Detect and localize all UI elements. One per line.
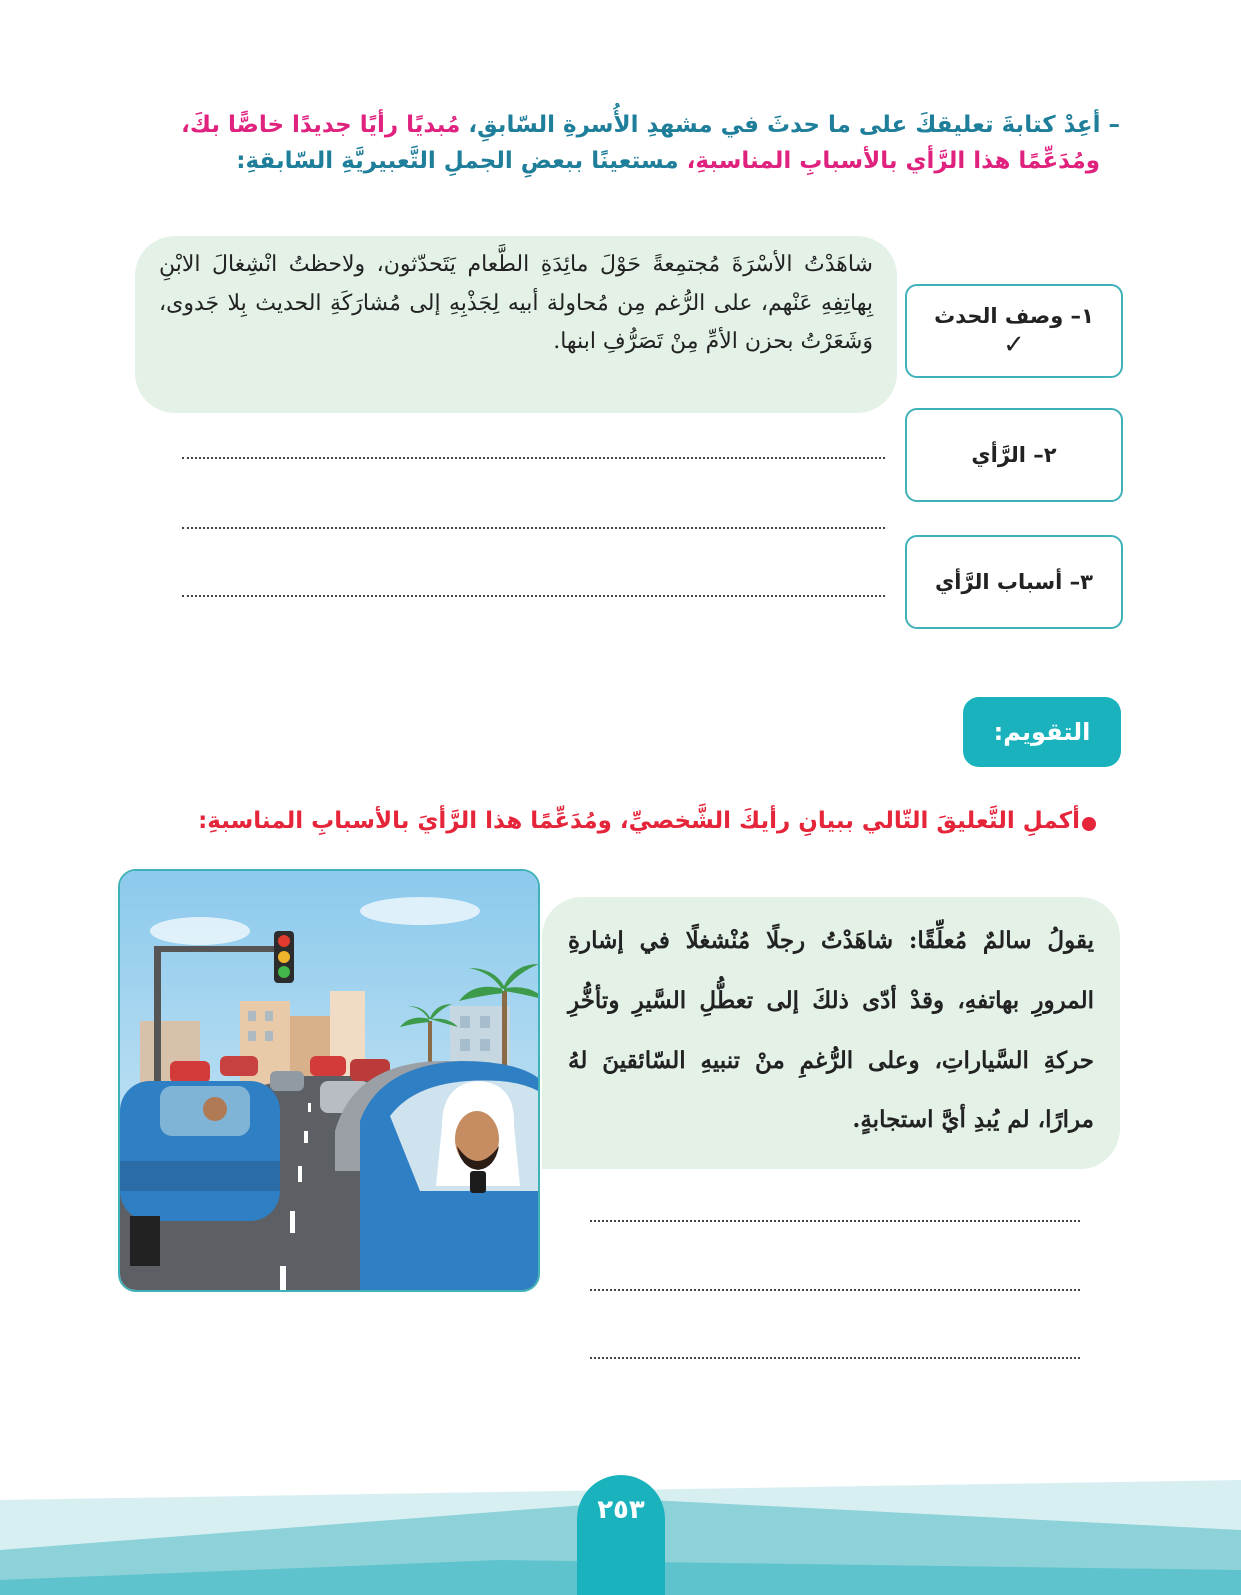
evaluation-header-text: التقويم: — [993, 718, 1091, 746]
quote-bubble — [542, 897, 1120, 1169]
opinion-answer-line[interactable] — [182, 527, 885, 529]
opinion-box — [905, 408, 1123, 502]
event-description-text: شاهَدْتُ الأسْرَةَ مُجتمِعةً حَوْلَ مائِدَةِ الطَّعام يَتَحدّثون، ولاحظتُ انْشِغالَ الابْنِ بِهاتِفِهِ عَنْهم، على الرُّغم مِن مُحاولة أبيه لِجَذْبِهِ إلى مُشارَكَةِ الحديث بِلا جَدوى، وَشَعَرْتُ بحزن الأمِّ مِنْ تَصَرُّفِ ابنها. — [159, 252, 873, 354]
reasons-answer-line[interactable] — [182, 595, 885, 597]
page-number — [577, 1475, 665, 1595]
opinion-answer-line[interactable] — [182, 457, 885, 459]
instruction-line-1 — [140, 108, 1120, 144]
instruction-line-2a: ومُدَعِّمًا هذا الرَّأي بالأسبابِ المناسبةِ، — [678, 147, 1100, 174]
evaluation-answer-line[interactable] — [590, 1289, 1080, 1291]
evaluation-answer-line[interactable] — [590, 1357, 1080, 1359]
opinion-reasons-box — [905, 535, 1123, 629]
checkmark-icon: ✓ — [1003, 330, 1025, 360]
instruction-line-2b: مستعينًا ببعضِ الجملِ التَّعبيريَّةِ السّابقةِ: — [236, 147, 679, 174]
evaluation-instruction: أكملِ التَّعليقَ التّالي ببيانِ رأيكَ الشَّخصيِّ، ومُدَعِّمًا هذا الرَّأيَ بالأسبابِ المناسبةِ: — [198, 808, 1080, 834]
instruction-line-2 — [140, 144, 1120, 180]
quote-text: يقولُ سالمٌ مُعلِّقًا: شاهَدْتُ رجلًا مُنْشغلًا في إشارةِ المرورِ بهاتفهِ، وقدْ أدّى ذلكَ إلى تعطُّلِ السَّيرِ وتأخُّرِ حركةِ السَّياراتِ، وعلى الرُّغمِ منْ تنبيهِ السّائقينَ لهُ مرارًا، لم يُبدِ أيَّ استجابةٍ. — [568, 927, 1094, 1134]
instruction-line-1a: أعِدْ كتابةَ تعليقكَ على ما حدثَ في مشهدِ الأُسرةِ السّابقِ، — [460, 112, 1101, 138]
opinion-reasons-label: ٣– أسباب الرَّأي — [935, 570, 1093, 594]
traffic-scene-illustration — [118, 869, 540, 1292]
evaluation-header — [963, 697, 1121, 767]
event-description-box — [905, 284, 1123, 378]
page-number-text: ٢٥٣ — [597, 1495, 645, 1525]
event-description-bubble — [135, 236, 897, 413]
evaluation-answer-line[interactable] — [590, 1220, 1080, 1222]
instruction-dash: – — [1100, 112, 1120, 138]
instruction-line-1b: مُبديًا رأيًا جديدًا خاصًّا بكَ، — [181, 112, 461, 138]
opinion-label: ٢– الرَّأي — [971, 443, 1057, 467]
bullet-icon — [1082, 817, 1096, 831]
event-description-label: ١– وصف الحدث — [934, 304, 1094, 328]
task-instruction — [140, 108, 1120, 179]
